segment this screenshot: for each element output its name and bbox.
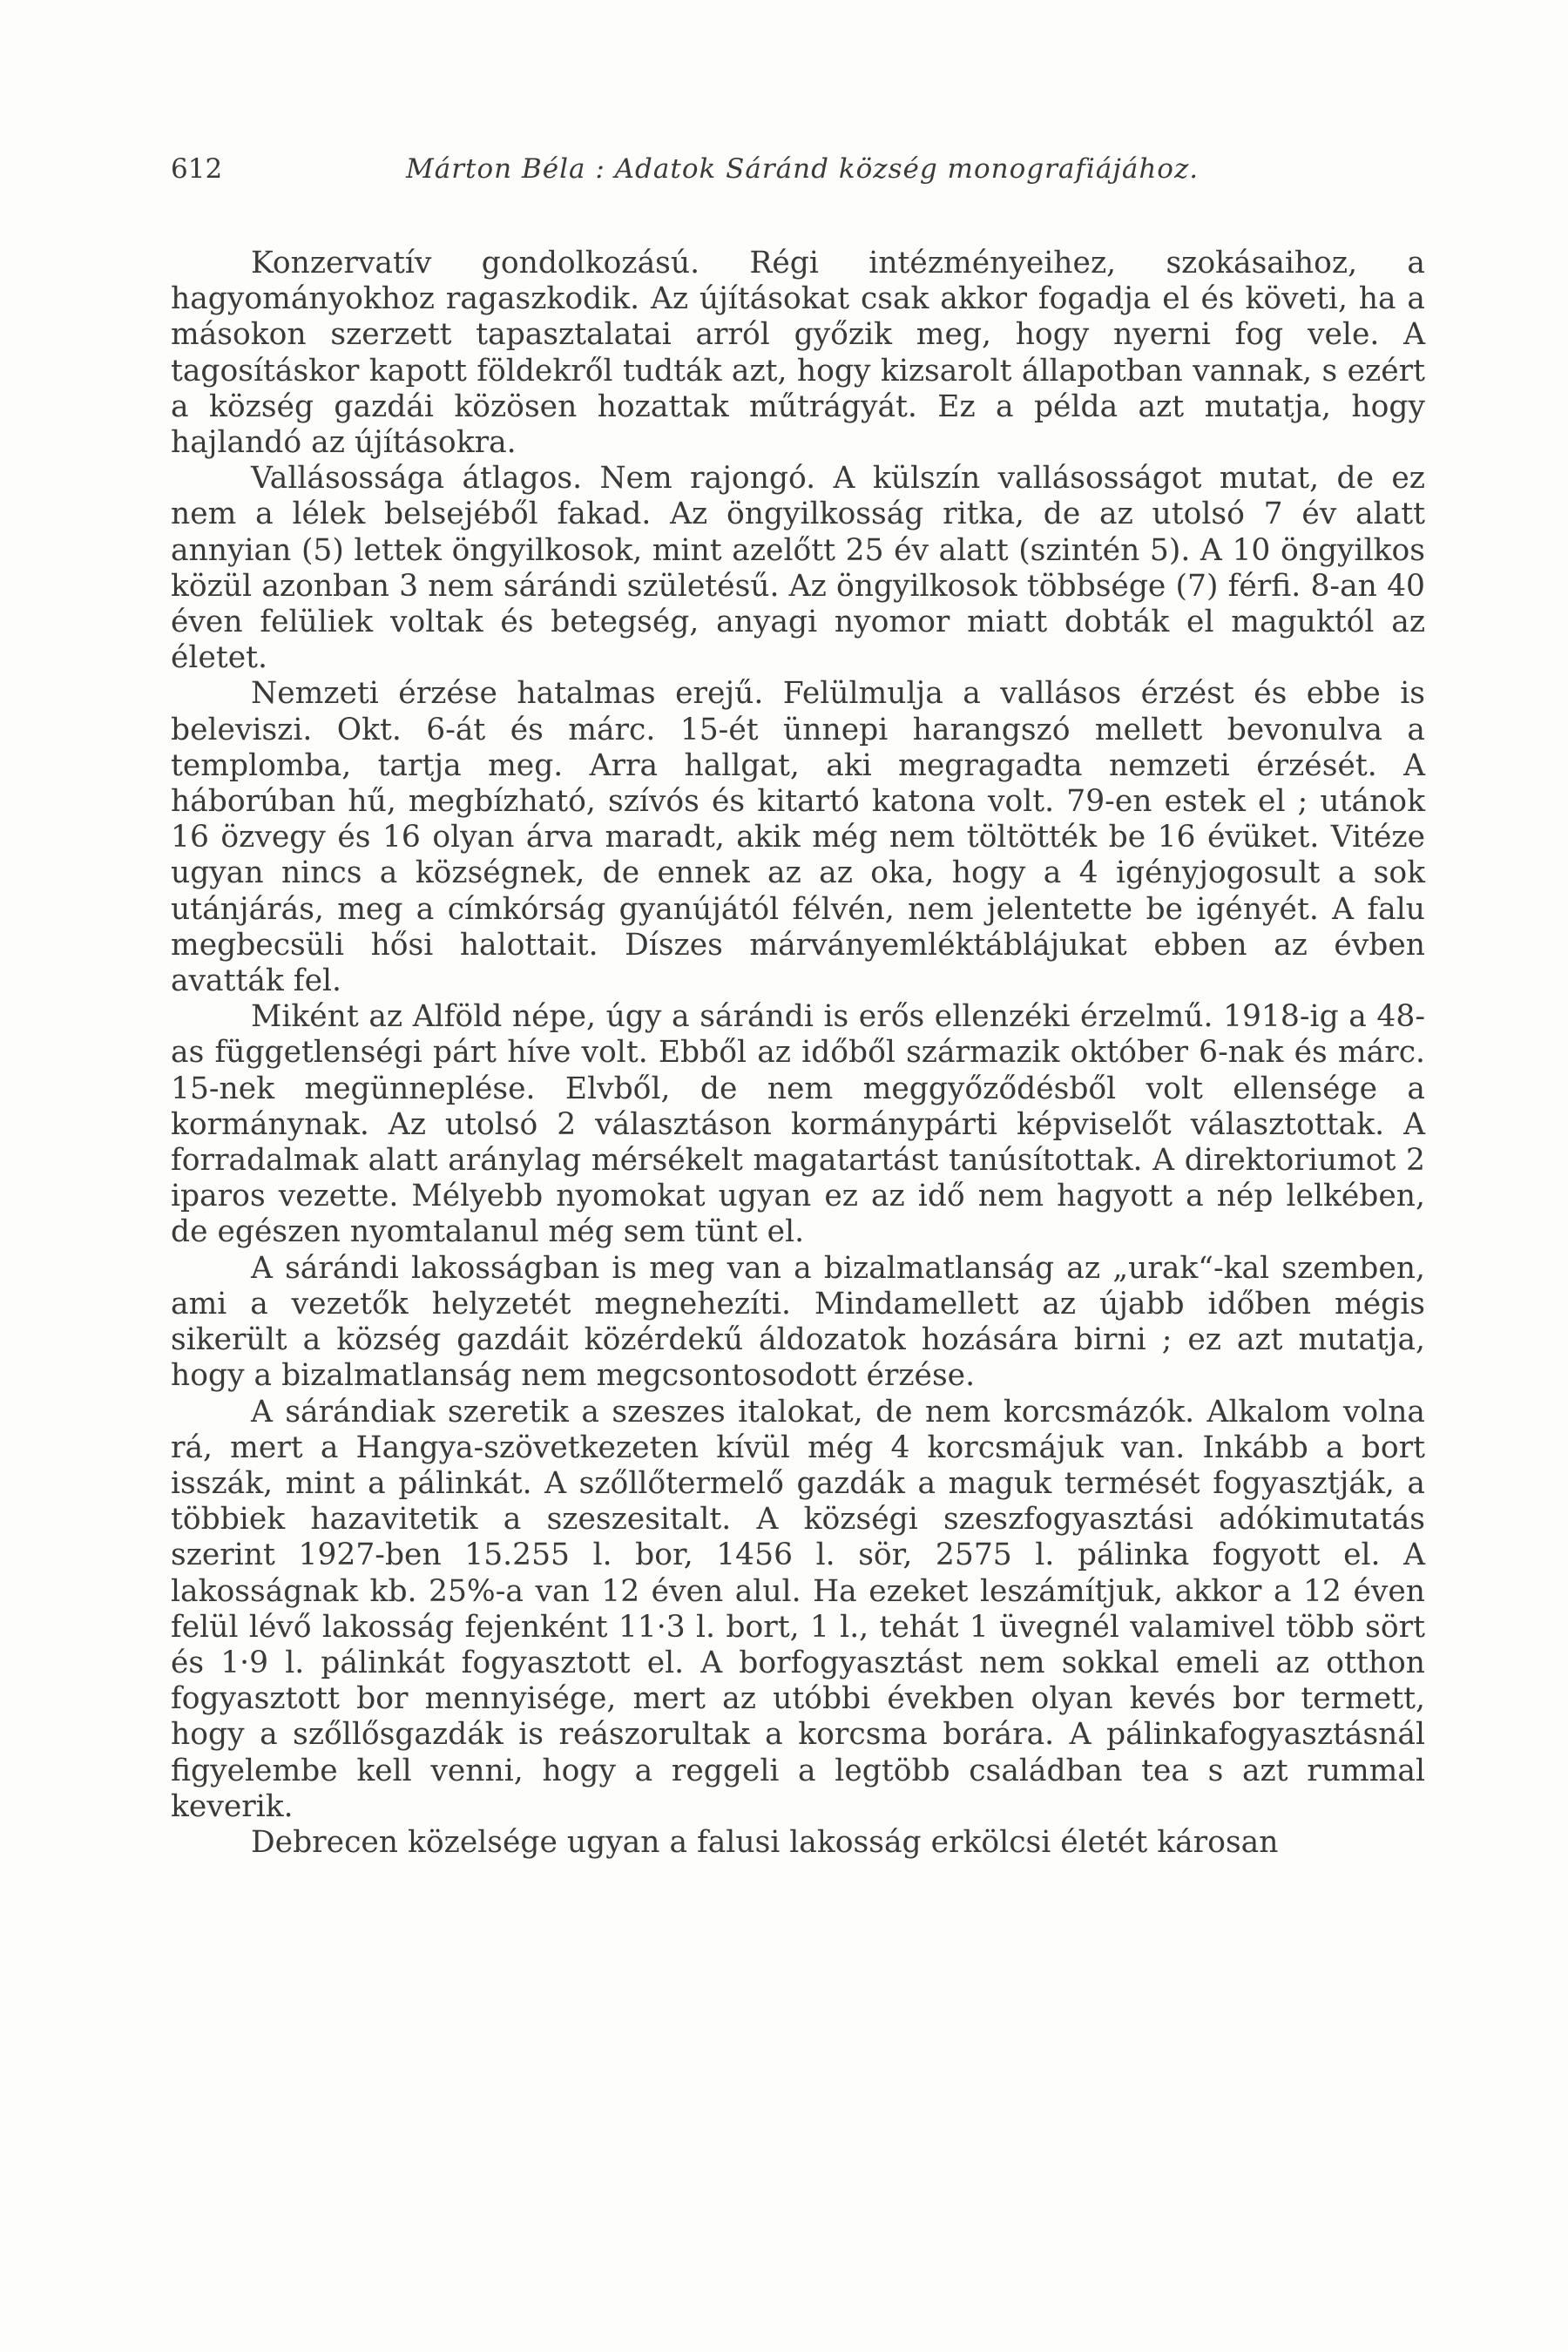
paragraph-conservatism: Konzervatív gondolkozású. Régi intézményeihez, szokásaihoz, a hagyományokhoz ragaszkodik. Az újításokat csak akkor fogadja el és követi, ha a másokon szerzett tapasztalatai arról győzik meg, hogy nyerni fog vele. A tagosításkor kapott földekről tudták azt, hogy kizsarolt állapotban vannak, s ezért a község gazdái közösen hozattak műtrágyát. Ez a példa azt mutatja, hogy hajlandó az újításokra. <box>171 246 1425 461</box>
page-header <box>171 153 1425 197</box>
running-title: Márton Béla : Adatok Sáránd község monografiájához. <box>406 153 1200 185</box>
paragraph-politics: Miként az Alföld népe, úgy a sárándi is erős ellenzéki érzelmű. 1918-ig a 48-as függetlenségi párt híve volt. Ebből az időből származik október 6-nak és márc. 15-nek megünneplése. Elvből, de nem meggyőződésből volt ellensége a kormánynak. Az utolsó 2 választáson kormánypárti képviselőt választottak. A forradalmak alatt aránylag mérsékelt magatartást tanúsítottak. A direktoriumot 2 iparos vezette. Mélyebb nyomokat ugyan ez az idő nem hagyott a nép lelkében, de egészen nyomtalanul még sem tünt el. <box>171 999 1425 1250</box>
paragraph-distrust: A sárándi lakosságban is meg van a bizalmatlanság az „urak“-kal szemben, ami a vezetők helyzetét megnehezíti. Mindamellett az újabb időben mégis sikerült a község gazdáit közérdekű áldozatok hozására birni ; ez azt mutatja, hogy a bizalmatlanság nem megcsontosodott érzése. <box>171 1250 1425 1394</box>
page-number: 612 <box>171 153 223 185</box>
body-text <box>171 246 1425 1861</box>
paragraph-national-feeling: Nemzeti érzése hatalmas erejű. Felülmulja a vallásos érzést és ebbe is beleviszi. Okt. 6-át és márc. 15-ét ünnepi harangszó mellett bevonulva a templomba, tartja meg. Arra hallgat, aki megragadta nemzeti érzését. A háborúban hű, megbízható, szívós és kitartó katona volt. 79-en estek el ; utánok 16 özvegy és 16 olyan árva maradt, akik még nem töltötték be 16 évüket. Vitéze ugyan nincs a községnek, de ennek az az oka, hogy a 4 igényjogosult a sok utánjárás, meg a címkórság gyanújától félvén, nem jelentette be igényét. A falu megbecsüli hősi halottait. Díszes márványemléktáblájukat ebben az évben avatták fel. <box>171 676 1425 999</box>
paragraph-debrecen: Debrecen közelsége ugyan a falusi lakosság erkölcsi életét károsan <box>251 1824 1279 1860</box>
paragraph-religiosity: Vallásossága átlagos. Nem rajongó. A külszín vallásosságot mutat, de ez nem a lélek belsejéből fakad. Az öngyilkosság ritka, de az utolsó 7 év alatt annyian (5) lettek öngyilkosok, mint azelőtt 25 év alatt (szintén 5). A 10 öngyilkos közül azonban 3 nem sárándi születésű. Az öngyilkosok többsége (7) férfi. 8-an 40 éven felüliek voltak és betegség, anyagi nyomor miatt dobták el maguktól az életet. <box>171 461 1425 676</box>
paragraph-alcohol: A sárándiak szeretik a szeszes italokat, de nem korcsmázók. Alkalom volna rá, mert a Hangya-szövetkezeten kívül még 4 korcsmájuk van. Inkább a bort isszák, mint a pálinkát. A szőllőtermelő gazdák a maguk termését fogyasztják, a többiek hazavitetik a szeszesitalt. A községi szeszfogyasztási adókimutatás szerint 1927-ben 15.255 l. bor, 1456 l. sör, 2575 l. pálinka fogyott el. A lakosságnak kb. 25%-a van 12 éven alul. Ha ezeket leszámítjuk, akkor a 12 éven felül lévő lakosság fejenként 11·3 l. bort, 1 l., tehát 1 üvegnél valamivel több sört és 1·9 l. pálinkát fogyasztott el. A borfogyasztást nem sokkal emeli az otthon fogyasztott bor mennyisége, mert az utóbbi években olyan kevés bor termett, hogy a szőllősgazdák is reászorultak a korcsma borára. A pálinkafogyasztásnál figyelembe kell venni, hogy a reggeli a legtöbb családban tea s azt rummal keverik. <box>171 1394 1425 1824</box>
